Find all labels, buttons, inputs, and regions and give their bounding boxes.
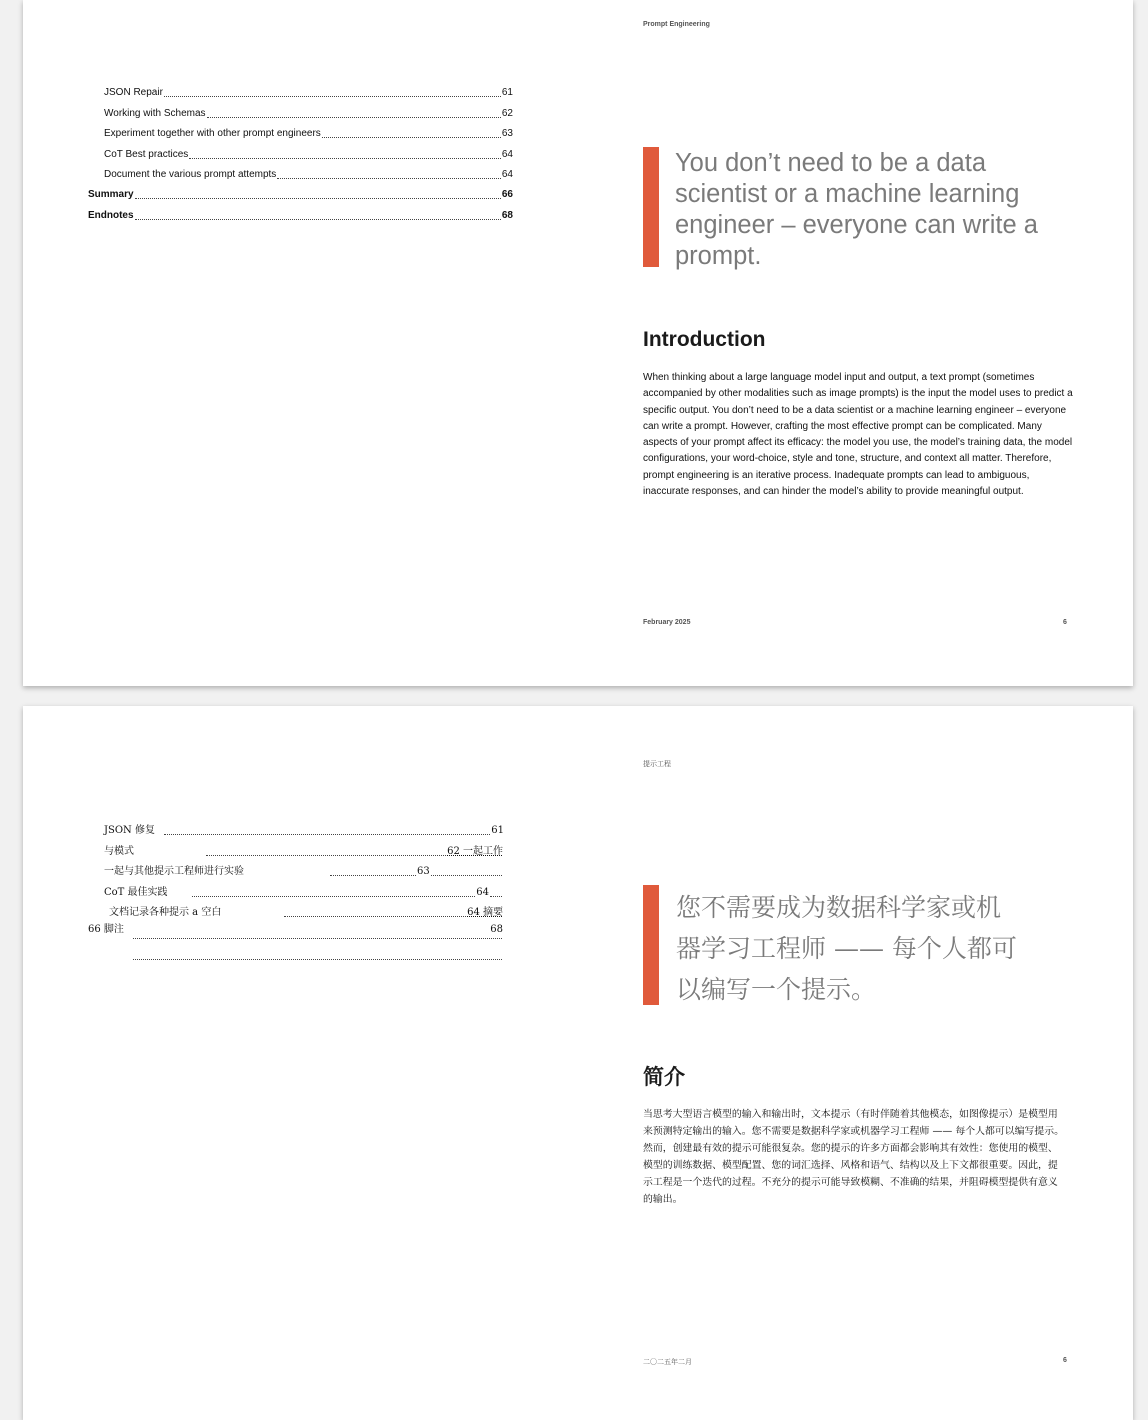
toc-entry-page: 62 [501, 108, 513, 119]
toc-entry-page: 64 [501, 169, 513, 180]
toc-entry-label: JSON Repair [104, 87, 163, 98]
toc-leader [192, 896, 476, 897]
toc-entry-page: 66 [501, 189, 513, 200]
toc-leader [135, 219, 501, 220]
toc-entry-cot-best-practices[interactable] [104, 887, 503, 899]
pull-quote-line: 器学习工程师 —— 每个人都可 [676, 934, 1017, 963]
toc-entry-label: Endnotes [88, 210, 134, 221]
toc-entry-page: 63 [501, 128, 513, 139]
pull-quote-line: 您不需要成为数据科学家或机 [676, 893, 1002, 922]
toc-leader [330, 875, 416, 876]
toc-entry-label: Summary [88, 189, 134, 200]
body-paragraph: When thinking about a large language model input and output, a text prompt (sometimes accompanied by other modalities such as image prompts) is the input the model uses to predict a specific output. You don’t need to be a data scientist or a machine learning engineer – everyone can write a prompt. However, crafting the most effective prompt can be complicated. Many aspects of your prompt affect its efficacy: the model you use, the model’s training data, the model configurations, your word-choice, style and tone, structure, and context all matter. Therefore, prompt engineering is an iterative process. Inadequate prompts can lead to ambiguous, inaccurate responses, and can hinder the model’s ability to provide meaningful output. [643, 372, 1073, 498]
toc-entry-cot-best-practices[interactable] [104, 149, 513, 161]
toc-leader [206, 855, 446, 856]
section-heading: Introduction [643, 328, 766, 351]
footer-page-number: 6 [1063, 619, 1067, 626]
running-header: 提示工程 [643, 760, 671, 768]
toc-leader [431, 875, 502, 876]
toc-leader [277, 178, 501, 179]
toc-entry-page: 61 [501, 87, 513, 98]
toc-leader [133, 938, 502, 939]
toc-leader [135, 198, 501, 199]
toc-entry-label: Experiment together with other prompt engineers [104, 128, 321, 139]
toc-leader [207, 117, 501, 118]
toc-entry-json-repair[interactable] [104, 87, 513, 99]
pull-quote-line: 以编写一个提示。 [676, 975, 877, 1004]
toc-entry-label: 与模式 [104, 846, 134, 857]
toc-entry-summary-endnotes[interactable] [88, 924, 503, 936]
footer-date: 二〇二五年二月 [643, 1358, 692, 1366]
toc-entry-label: CoT Best practices [104, 149, 189, 160]
toc-entry-experiment-together[interactable] [104, 128, 513, 140]
toc-entry-page: 62 一起工作 [447, 846, 503, 857]
toc-entry-endnotes[interactable] [88, 210, 513, 222]
toc-entry-with-schemas[interactable] [104, 846, 503, 858]
toc-leader [189, 158, 501, 159]
toc-entry-page: 64 摘要 [467, 907, 503, 918]
toc-entry-page: 64 [476, 887, 489, 898]
toc-entry-working-with-schemas[interactable] [104, 108, 513, 120]
toc-entry-page: 68 [501, 210, 513, 221]
toc-entry-summary[interactable] [88, 189, 513, 201]
toc-leader [133, 959, 502, 960]
body-paragraph: 当思考大型语言模型的输入和输出时，文本提示（有时伴随着其他模态，如图像提示）是模型用来预测特定输出的输入。您不需要是数据科学家或机器学习工程师 —— 每个人都可以编写提示。然而，创建最有效的提示可能很复杂。您的提示的许多方面都会影响其有效性：您使用的模型、模型的训练数据、模型配置、您的词汇选择、风格和语气、结构以及上下文都很重要。因此，提示工程是一个迭代的过程。不充分的提示可能导致模糊、不准确的结果，并阻碍模型提供有意义的输出。 [643, 1109, 1065, 1205]
toc-entry-label: 文档记录各种提示 a 空白 [109, 907, 222, 918]
toc-entry-page: 61 [491, 825, 504, 836]
toc-entry-label: 一起与其他提示工程师进行实验 [104, 866, 244, 877]
toc-entry-page: 63 [417, 866, 430, 877]
quote-accent-bar [643, 147, 659, 267]
toc-entry-label: Working with Schemas [104, 108, 206, 119]
toc-entry-label: Document the various prompt attempts [104, 169, 277, 180]
toc-entry-page: 68 [490, 924, 503, 935]
toc-leader [322, 137, 501, 138]
toc-leader [490, 896, 502, 897]
toc-entry-experiment-together[interactable] [104, 866, 503, 878]
document-page-english [23, 0, 1133, 686]
toc-entry-document-attempts[interactable] [104, 169, 513, 181]
toc-entry-label: JSON 修复 [104, 825, 155, 836]
toc-leader [164, 834, 490, 835]
running-header: Prompt Engineering [643, 21, 710, 28]
pull-quote: You don’t need to be a data scientist or a machine learning engineer – everyone can write a prompt. [675, 149, 1038, 270]
toc-entry-json-repair[interactable] [104, 825, 504, 837]
toc-entry-page: 64 [501, 149, 513, 160]
toc-entry-label: CoT 最佳实践 [104, 887, 168, 898]
toc-leader [164, 96, 501, 97]
document-page-chinese [23, 706, 1133, 1420]
pull-quote [676, 887, 1036, 1010]
quote-accent-bar [643, 885, 659, 1005]
toc-entry-document-attempts[interactable] [109, 907, 503, 919]
footer-page-number: 6 [1063, 1357, 1067, 1364]
footer-date: February 2025 [643, 619, 691, 626]
toc-leader [284, 916, 466, 917]
toc-entry-label: 66 脚注 [88, 924, 124, 935]
section-heading: 简介 [643, 1064, 685, 1089]
